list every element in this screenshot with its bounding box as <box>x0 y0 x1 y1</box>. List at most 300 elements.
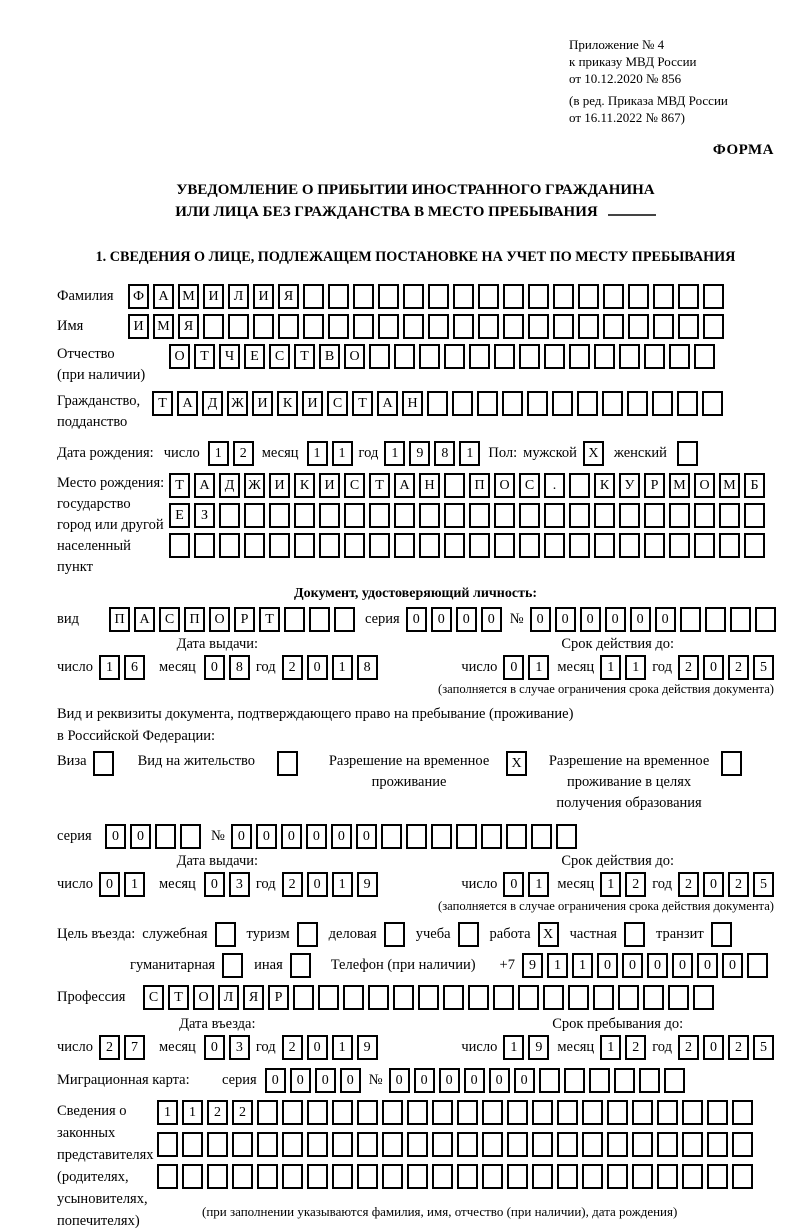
form-cell[interactable] <box>344 503 365 528</box>
form-cell[interactable] <box>478 314 499 339</box>
form-cell[interactable]: Ж <box>227 391 248 416</box>
form-cell[interactable]: Т <box>194 344 215 369</box>
form-cell[interactable]: 8 <box>434 441 455 466</box>
form-cell[interactable] <box>406 824 427 849</box>
form-cell[interactable] <box>303 314 324 339</box>
form-cell[interactable] <box>682 1132 703 1157</box>
form-cell[interactable] <box>444 533 465 558</box>
form-cell[interactable]: Р <box>234 607 255 632</box>
form-cell[interactable]: П <box>184 607 205 632</box>
form-cell[interactable] <box>482 1164 503 1189</box>
form-cell[interactable]: 2 <box>233 441 254 466</box>
form-cell[interactable]: П <box>469 473 490 498</box>
form-cell[interactable] <box>444 503 465 528</box>
form-cell[interactable] <box>244 503 265 528</box>
form-cell[interactable] <box>502 391 523 416</box>
form-cell[interactable]: 0 <box>672 953 693 978</box>
form-cell[interactable]: 0 <box>130 824 151 849</box>
form-cell[interactable]: А <box>394 473 415 498</box>
form-cell[interactable] <box>334 607 355 632</box>
form-cell[interactable] <box>290 953 311 978</box>
form-cell[interactable]: В <box>319 344 340 369</box>
form-cell[interactable] <box>678 284 699 309</box>
form-cell[interactable]: 0 <box>647 953 668 978</box>
form-cell[interactable] <box>384 922 405 947</box>
form-cell[interactable]: 7 <box>124 1035 145 1060</box>
form-cell[interactable]: X <box>506 751 527 776</box>
form-cell[interactable] <box>169 533 190 558</box>
form-cell[interactable]: И <box>269 473 290 498</box>
form-cell[interactable] <box>543 985 564 1010</box>
form-cell[interactable] <box>694 533 715 558</box>
form-cell[interactable] <box>394 503 415 528</box>
form-cell[interactable] <box>378 284 399 309</box>
form-cell[interactable] <box>157 1164 178 1189</box>
form-cell[interactable]: 1 <box>528 872 549 897</box>
form-cell[interactable] <box>382 1132 403 1157</box>
form-cell[interactable] <box>482 1100 503 1125</box>
form-cell[interactable]: С <box>269 344 290 369</box>
form-cell[interactable] <box>732 1100 753 1125</box>
form-cell[interactable]: 3 <box>229 872 250 897</box>
form-cell[interactable] <box>284 607 305 632</box>
form-cell[interactable]: Ж <box>244 473 265 498</box>
form-cell[interactable] <box>219 503 240 528</box>
form-cell[interactable] <box>432 1132 453 1157</box>
form-cell[interactable] <box>603 284 624 309</box>
form-cell[interactable]: Я <box>243 985 264 1010</box>
form-cell[interactable]: 0 <box>703 1035 724 1060</box>
form-cell[interactable] <box>393 985 414 1010</box>
form-cell[interactable]: 2 <box>282 1035 303 1060</box>
form-cell[interactable] <box>228 314 249 339</box>
form-cell[interactable] <box>328 314 349 339</box>
form-cell[interactable]: 0 <box>703 655 724 680</box>
form-cell[interactable]: А <box>194 473 215 498</box>
form-cell[interactable]: Т <box>168 985 189 1010</box>
form-cell[interactable] <box>432 1100 453 1125</box>
purpose-business-checkbox[interactable] <box>384 922 405 947</box>
form-cell[interactable] <box>232 1164 253 1189</box>
form-cell[interactable] <box>294 533 315 558</box>
form-cell[interactable]: Т <box>259 607 280 632</box>
form-cell[interactable]: Л <box>228 284 249 309</box>
form-cell[interactable] <box>682 1164 703 1189</box>
form-cell[interactable]: 0 <box>204 655 225 680</box>
form-cell[interactable] <box>568 985 589 1010</box>
form-cell[interactable] <box>368 985 389 1010</box>
purpose-work-checkbox[interactable] <box>538 922 559 947</box>
form-cell[interactable]: А <box>134 607 155 632</box>
form-cell[interactable] <box>369 533 390 558</box>
form-cell[interactable]: О <box>344 344 365 369</box>
form-cell[interactable]: 0 <box>530 607 551 632</box>
form-cell[interactable] <box>644 344 665 369</box>
form-cell[interactable] <box>653 314 674 339</box>
form-cell[interactable]: 1 <box>182 1100 203 1125</box>
form-cell[interactable]: И <box>302 391 323 416</box>
form-cell[interactable] <box>494 533 515 558</box>
form-cell[interactable]: Я <box>178 314 199 339</box>
visa-checkbox[interactable] <box>93 751 114 776</box>
form-cell[interactable]: 0 <box>406 607 427 632</box>
form-cell[interactable]: Д <box>202 391 223 416</box>
form-cell[interactable]: 1 <box>503 1035 524 1060</box>
form-cell[interactable]: С <box>519 473 540 498</box>
form-cell[interactable]: 0 <box>105 824 126 849</box>
form-cell[interactable] <box>456 824 477 849</box>
form-cell[interactable] <box>705 607 726 632</box>
form-cell[interactable] <box>644 533 665 558</box>
form-cell[interactable] <box>719 503 740 528</box>
form-cell[interactable] <box>469 344 490 369</box>
form-cell[interactable]: 0 <box>722 953 743 978</box>
form-cell[interactable] <box>419 344 440 369</box>
form-cell[interactable]: 2 <box>728 872 749 897</box>
form-cell[interactable] <box>703 284 724 309</box>
form-cell[interactable]: 0 <box>99 872 120 897</box>
form-cell[interactable]: 1 <box>99 655 120 680</box>
form-cell[interactable] <box>593 985 614 1010</box>
form-cell[interactable]: 1 <box>459 441 480 466</box>
form-cell[interactable] <box>381 824 402 849</box>
form-cell[interactable] <box>582 1164 603 1189</box>
form-cell[interactable] <box>619 503 640 528</box>
form-cell[interactable]: Е <box>169 503 190 528</box>
form-cell[interactable] <box>503 284 524 309</box>
form-cell[interactable] <box>428 284 449 309</box>
form-cell[interactable]: 0 <box>697 953 718 978</box>
form-cell[interactable] <box>432 1164 453 1189</box>
form-cell[interactable] <box>328 284 349 309</box>
form-cell[interactable]: И <box>253 284 274 309</box>
form-cell[interactable] <box>419 533 440 558</box>
form-cell[interactable] <box>343 985 364 1010</box>
form-cell[interactable] <box>503 314 524 339</box>
form-cell[interactable] <box>257 1164 278 1189</box>
form-cell[interactable] <box>309 607 330 632</box>
form-cell[interactable] <box>427 391 448 416</box>
form-cell[interactable] <box>528 284 549 309</box>
form-cell[interactable]: 1 <box>332 1035 353 1060</box>
form-cell[interactable]: Е <box>244 344 265 369</box>
form-cell[interactable]: 0 <box>307 872 328 897</box>
form-cell[interactable]: 3 <box>229 1035 250 1060</box>
form-cell[interactable]: 5 <box>753 872 774 897</box>
form-cell[interactable] <box>578 314 599 339</box>
form-cell[interactable]: 0 <box>356 824 377 849</box>
form-cell[interactable] <box>607 1164 628 1189</box>
form-cell[interactable] <box>443 985 464 1010</box>
form-cell[interactable]: 0 <box>431 607 452 632</box>
form-cell[interactable] <box>643 985 664 1010</box>
form-cell[interactable]: 1 <box>307 441 328 466</box>
form-cell[interactable] <box>332 1164 353 1189</box>
form-cell[interactable] <box>519 503 540 528</box>
form-cell[interactable]: 0 <box>605 607 626 632</box>
form-cell[interactable] <box>468 985 489 1010</box>
form-cell[interactable] <box>457 1164 478 1189</box>
form-cell[interactable] <box>319 533 340 558</box>
form-cell[interactable] <box>293 985 314 1010</box>
form-cell[interactable]: 1 <box>600 1035 621 1060</box>
form-cell[interactable] <box>407 1164 428 1189</box>
form-cell[interactable]: Т <box>352 391 373 416</box>
form-cell[interactable] <box>544 344 565 369</box>
form-cell[interactable] <box>578 284 599 309</box>
form-cell[interactable]: 0 <box>265 1068 286 1093</box>
form-cell[interactable]: 2 <box>232 1100 253 1125</box>
form-cell[interactable]: 0 <box>481 607 502 632</box>
form-cell[interactable]: 0 <box>204 872 225 897</box>
form-cell[interactable] <box>357 1100 378 1125</box>
form-cell[interactable] <box>678 314 699 339</box>
form-cell[interactable] <box>307 1132 328 1157</box>
form-cell[interactable] <box>614 1068 635 1093</box>
form-cell[interactable] <box>603 314 624 339</box>
form-cell[interactable]: А <box>377 391 398 416</box>
form-cell[interactable] <box>707 1132 728 1157</box>
form-cell[interactable] <box>382 1100 403 1125</box>
form-cell[interactable]: Ч <box>219 344 240 369</box>
form-cell[interactable] <box>278 314 299 339</box>
form-cell[interactable] <box>703 314 724 339</box>
form-cell[interactable] <box>528 314 549 339</box>
form-cell[interactable] <box>589 1068 610 1093</box>
form-cell[interactable]: 0 <box>231 824 252 849</box>
form-cell[interactable] <box>382 1164 403 1189</box>
form-cell[interactable]: А <box>177 391 198 416</box>
form-cell[interactable] <box>494 344 515 369</box>
form-cell[interactable] <box>657 1132 678 1157</box>
form-cell[interactable] <box>557 1132 578 1157</box>
form-cell[interactable]: И <box>128 314 149 339</box>
purpose-official-checkbox[interactable] <box>215 922 236 947</box>
form-cell[interactable] <box>544 503 565 528</box>
form-cell[interactable] <box>732 1164 753 1189</box>
form-cell[interactable] <box>707 1100 728 1125</box>
form-cell[interactable] <box>428 314 449 339</box>
form-cell[interactable] <box>664 1068 685 1093</box>
form-cell[interactable]: 2 <box>678 1035 699 1060</box>
form-cell[interactable]: К <box>294 473 315 498</box>
form-cell[interactable]: 0 <box>389 1068 410 1093</box>
form-cell[interactable]: 1 <box>332 441 353 466</box>
form-cell[interactable] <box>669 503 690 528</box>
form-cell[interactable] <box>357 1164 378 1189</box>
form-cell[interactable] <box>394 344 415 369</box>
form-cell[interactable]: 0 <box>414 1068 435 1093</box>
form-cell[interactable]: К <box>277 391 298 416</box>
form-cell[interactable] <box>668 985 689 1010</box>
form-cell[interactable] <box>594 344 615 369</box>
form-cell[interactable] <box>553 314 574 339</box>
form-cell[interactable] <box>618 985 639 1010</box>
form-cell[interactable] <box>215 922 236 947</box>
female-checkbox[interactable] <box>677 441 698 466</box>
form-cell[interactable]: 2 <box>282 655 303 680</box>
form-cell[interactable] <box>682 1100 703 1125</box>
form-cell[interactable] <box>319 503 340 528</box>
form-cell[interactable] <box>194 533 215 558</box>
form-cell[interactable] <box>569 503 590 528</box>
form-cell[interactable] <box>624 922 645 947</box>
form-cell[interactable] <box>652 391 673 416</box>
form-cell[interactable] <box>556 824 577 849</box>
form-cell[interactable]: X <box>583 441 604 466</box>
form-cell[interactable] <box>232 1132 253 1157</box>
form-cell[interactable] <box>519 344 540 369</box>
form-cell[interactable] <box>632 1100 653 1125</box>
form-cell[interactable]: 9 <box>357 872 378 897</box>
form-cell[interactable] <box>207 1164 228 1189</box>
form-cell[interactable] <box>294 503 315 528</box>
form-cell[interactable] <box>507 1100 528 1125</box>
form-cell[interactable]: Я <box>278 284 299 309</box>
form-cell[interactable] <box>553 284 574 309</box>
form-cell[interactable] <box>353 314 374 339</box>
form-cell[interactable]: Б <box>744 473 765 498</box>
form-cell[interactable] <box>632 1164 653 1189</box>
form-cell[interactable] <box>657 1100 678 1125</box>
purpose-study-checkbox[interactable] <box>458 922 479 947</box>
form-cell[interactable] <box>744 533 765 558</box>
form-cell[interactable] <box>344 533 365 558</box>
form-cell[interactable] <box>518 985 539 1010</box>
form-cell[interactable]: Р <box>644 473 665 498</box>
form-cell[interactable] <box>507 1164 528 1189</box>
form-cell[interactable] <box>657 1164 678 1189</box>
form-cell[interactable] <box>155 824 176 849</box>
form-cell[interactable]: 1 <box>332 655 353 680</box>
form-cell[interactable] <box>569 533 590 558</box>
form-cell[interactable]: 1 <box>547 953 568 978</box>
form-cell[interactable]: 0 <box>622 953 643 978</box>
form-cell[interactable] <box>627 391 648 416</box>
form-cell[interactable] <box>594 503 615 528</box>
form-cell[interactable] <box>453 314 474 339</box>
form-cell[interactable]: 0 <box>307 1035 328 1060</box>
form-cell[interactable] <box>628 314 649 339</box>
form-cell[interactable] <box>457 1100 478 1125</box>
form-cell[interactable]: Ф <box>128 284 149 309</box>
form-cell[interactable]: 0 <box>307 655 328 680</box>
form-cell[interactable] <box>730 607 751 632</box>
form-cell[interactable]: С <box>143 985 164 1010</box>
form-cell[interactable] <box>297 922 318 947</box>
form-cell[interactable] <box>403 284 424 309</box>
form-cell[interactable]: Т <box>369 473 390 498</box>
form-cell[interactable] <box>332 1100 353 1125</box>
form-cell[interactable] <box>680 607 701 632</box>
form-cell[interactable]: М <box>669 473 690 498</box>
form-cell[interactable] <box>219 533 240 558</box>
form-cell[interactable]: 9 <box>522 953 543 978</box>
form-cell[interactable]: 1 <box>208 441 229 466</box>
form-cell[interactable]: 1 <box>528 655 549 680</box>
form-cell[interactable]: 1 <box>124 872 145 897</box>
form-cell[interactable] <box>711 922 732 947</box>
form-cell[interactable]: М <box>719 473 740 498</box>
form-cell[interactable] <box>719 533 740 558</box>
form-cell[interactable] <box>182 1164 203 1189</box>
form-cell[interactable] <box>182 1132 203 1157</box>
form-cell[interactable]: М <box>178 284 199 309</box>
form-cell[interactable] <box>257 1100 278 1125</box>
form-cell[interactable] <box>602 391 623 416</box>
form-cell[interactable] <box>244 533 265 558</box>
form-cell[interactable] <box>157 1132 178 1157</box>
purpose-other-checkbox[interactable] <box>290 953 311 978</box>
form-cell[interactable] <box>694 344 715 369</box>
form-cell[interactable] <box>93 751 114 776</box>
form-cell[interactable] <box>180 824 201 849</box>
form-cell[interactable] <box>702 391 723 416</box>
form-cell[interactable] <box>452 391 473 416</box>
form-cell[interactable] <box>269 503 290 528</box>
form-cell[interactable] <box>203 314 224 339</box>
form-cell[interactable] <box>582 1100 603 1125</box>
form-cell[interactable]: 9 <box>528 1035 549 1060</box>
form-cell[interactable]: 2 <box>99 1035 120 1060</box>
form-cell[interactable] <box>607 1132 628 1157</box>
form-cell[interactable]: 2 <box>678 655 699 680</box>
form-cell[interactable]: 0 <box>281 824 302 849</box>
form-cell[interactable]: Д <box>219 473 240 498</box>
form-cell[interactable] <box>332 1132 353 1157</box>
form-cell[interactable]: 8 <box>229 655 250 680</box>
form-cell[interactable] <box>477 391 498 416</box>
temp-residence-edu-checkbox[interactable] <box>721 751 742 776</box>
form-cell[interactable]: 0 <box>489 1068 510 1093</box>
form-cell[interactable] <box>531 824 552 849</box>
form-cell[interactable] <box>253 314 274 339</box>
form-cell[interactable]: 1 <box>625 655 646 680</box>
form-cell[interactable]: О <box>494 473 515 498</box>
form-cell[interactable]: И <box>203 284 224 309</box>
form-cell[interactable]: 8 <box>357 655 378 680</box>
form-cell[interactable] <box>755 607 776 632</box>
form-cell[interactable] <box>677 441 698 466</box>
form-cell[interactable] <box>619 344 640 369</box>
form-cell[interactable] <box>307 1100 328 1125</box>
form-cell[interactable] <box>378 314 399 339</box>
form-cell[interactable] <box>318 985 339 1010</box>
form-cell[interactable] <box>444 344 465 369</box>
form-cell[interactable] <box>569 473 590 498</box>
form-cell[interactable]: 5 <box>753 1035 774 1060</box>
form-cell[interactable] <box>519 533 540 558</box>
form-cell[interactable] <box>732 1132 753 1157</box>
form-cell[interactable] <box>744 503 765 528</box>
form-cell[interactable] <box>693 985 714 1010</box>
form-cell[interactable] <box>532 1100 553 1125</box>
form-cell[interactable]: 6 <box>124 655 145 680</box>
purpose-transit-checkbox[interactable] <box>711 922 732 947</box>
form-cell[interactable]: X <box>538 922 559 947</box>
form-cell[interactable] <box>594 533 615 558</box>
form-cell[interactable] <box>544 533 565 558</box>
form-cell[interactable]: . <box>544 473 565 498</box>
form-cell[interactable] <box>527 391 548 416</box>
form-cell[interactable] <box>357 1132 378 1157</box>
form-cell[interactable]: О <box>209 607 230 632</box>
form-cell[interactable] <box>481 824 502 849</box>
form-cell[interactable] <box>707 1164 728 1189</box>
form-cell[interactable]: 0 <box>580 607 601 632</box>
form-cell[interactable] <box>619 533 640 558</box>
form-cell[interactable]: Н <box>419 473 440 498</box>
